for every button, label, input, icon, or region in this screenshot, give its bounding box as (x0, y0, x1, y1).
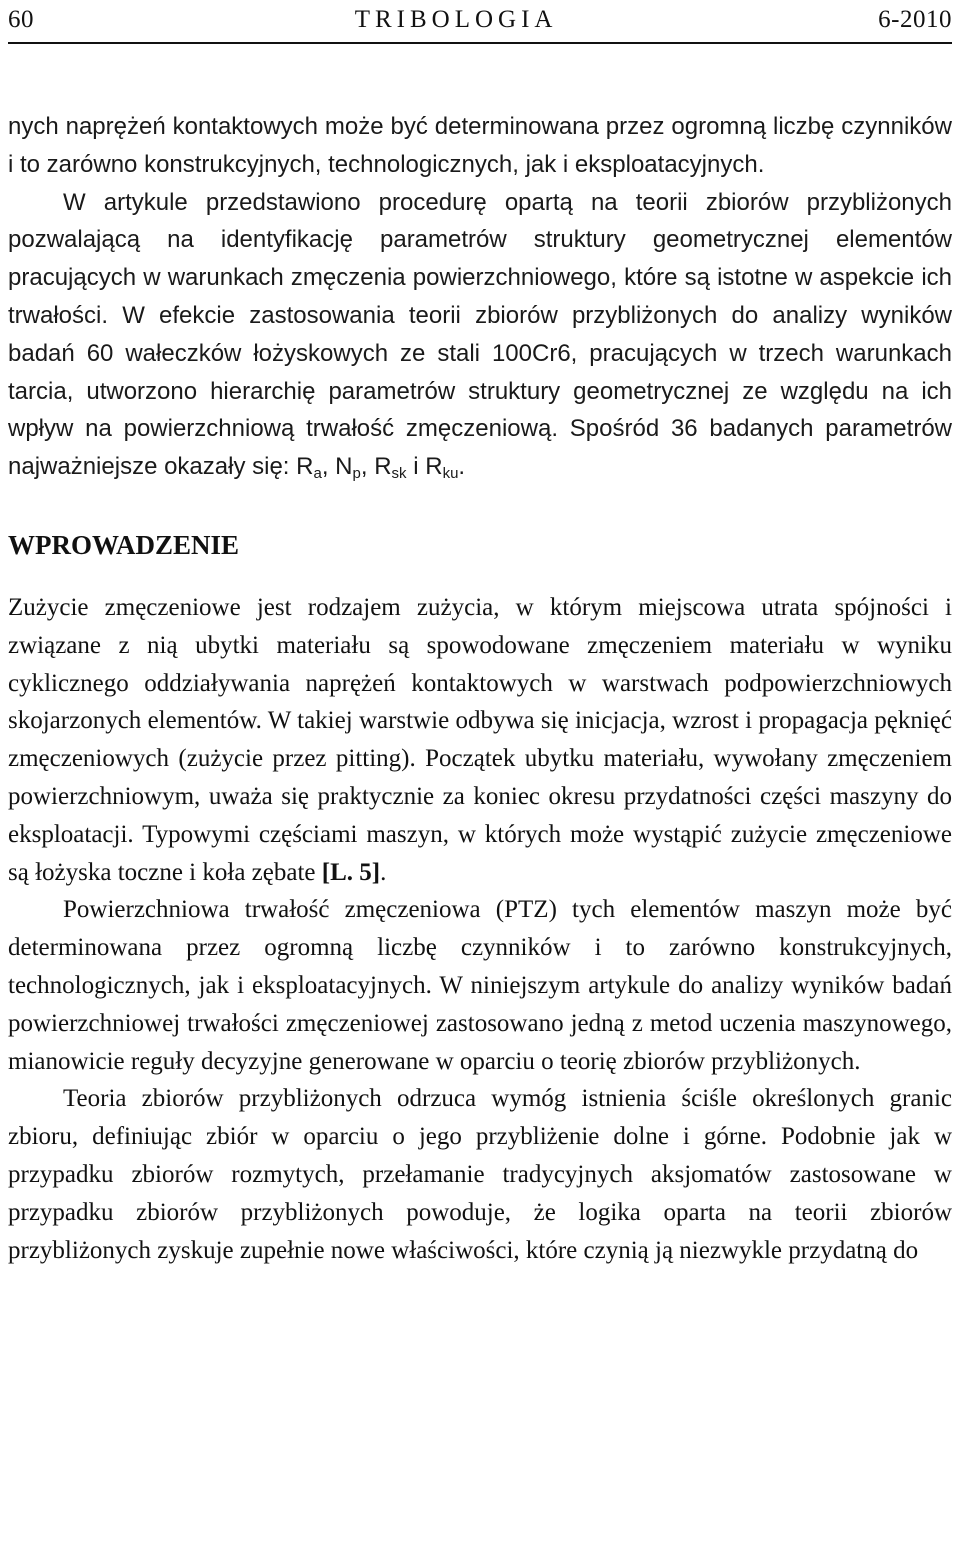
abstract-paragraph-2: W artykule przedstawiono procedurę opartą na teorii zbiorów przybliżonych pozwalającą na identyfikację parametrów struktury geometrycznej elementów pracujących w warunkach zmęczenia powierzchniowego, które są istotne w aspekcie ich trwałości. W efekcie zastosowania teorii zbiorów przybliżonych do analizy wyników badań 60 wałeczków łożyskowych ze stali 100Cr6, pracujących w trzech warunkach tarcia, utworzono hierarchię parametrów struktury geometrycznej ze względu na ich wpływ na powierzchniową trwałość zmęczeniową. Spośród 36 badanych parametrów najważniejsze okazały się: $R_a$, $N_p$, $R_{sk}$ i $R_{ku}$. (8, 188, 952, 483)
param-ra: $R_a$ (296, 453, 322, 483)
issue-number: 6-2010 (878, 6, 952, 33)
param-np: $N_p$ (335, 453, 361, 483)
body-paragraph-2: Powierzchniowa trwałość zmęczeniowa (PTZ) tych elementów maszyn może być determinowana przez ogromną liczbę czynników i to zarówno konstrukcyjnych, technologicznych, jak i eksploatacyjnych. W niniejszym artykule do analizy wyników badań powierzchniowej trwałości zmęczeniowej zastosowano jedną z metod uczenia maszynowego, mianowicie reguły decyzyjne generowane w oparciu o teorię zbiorów przybliżonych. (8, 896, 952, 1075)
reference-citation: [L. 5] (321, 858, 381, 886)
header-rule (8, 42, 952, 44)
abstract-paragraph-2-text: W artykule przedstawiono procedurę opartą na teorii zbiorów przybliżonych pozwalającą na identyfikację parametrów struktury geometrycznej elementów pracujących w warunkach zmęczenia powierzchniowego, które są istotne w aspekcie ich trwałości. W efekcie zastosowania teorii zbiorów przybliżonych do analizy wyników badań 60 wałeczków łożyskowych ze stali 100Cr6, pracujących w trzech warunkach tarcia, utworzono hierarchię parametrów struktury geometrycznej ze względu na ich wpływ na powierzchniową trwałość zmęczeniową. Spośród 36 badanych parametrów najważniejsze okazały się: (8, 188, 952, 481)
page-body (8, 108, 952, 1269)
running-header (8, 0, 952, 40)
page-number: 60 (8, 6, 34, 33)
body-paragraph-1-text: Zużycie zmęczeniowe jest rodzajem zużycia, w którym miejscowa utrata spójności i związane z nią ubytki materiału są spowodowane zmęczeniem materiału w wyniku cyklicznego oddziaływania naprężeń kontaktowych w warstwach podpowierzchniowych skojarzonych elementów. W takiej warstwie odbywa się inicjacja, wzrost i propagacja pęknięć zmęczeniowych (zużycie przez pitting). Początek ubytku materiału, wywołany zmęczeniem powierzchniowym, uważa się praktycznie za koniec okresu przydatności części maszyny do eksploatacji. Typowymi częściami maszyn, w których może wystąpić zużycie zmęczeniowe są łożyska toczne i koła zębate (8, 593, 952, 886)
param-rsk: $R_{sk}$ (374, 453, 407, 483)
abstract-paragraph-1: nych naprężeń kontaktowych może być determinowana przez ogromną liczbę czynników i to zarówno konstrukcyjnych, technologicznych, jak i eksploatacyjnych. (8, 113, 952, 178)
journal-title: TRIBOLOGIA (354, 6, 558, 33)
body-paragraph-1: Zużycie zmęczeniowe jest rodzajem zużycia, w którym miejscowa utrata spójności i związane z nią ubytki materiału są spowodowane zmęczeniem materiału w wyniku cyklicznego oddziaływania naprężeń kontaktowych w warstwach podpowierzchniowych skojarzonych elementów. W takiej warstwie odbywa się inicjacja, wzrost i propagacja pęknięć zmęczeniowych (zużycie przez pitting). Początek ubytku materiału, wywołany zmęczeniem powierzchniowym, uważa się praktycznie za koniec okresu przydatności części maszyny do eksploatacji. Typowymi częściami maszyn, w których może wystąpić zużycie zmęczeniowe są łożyska toczne i koła zębate [L. 5]. (8, 593, 952, 886)
body-paragraph-3: Teoria zbiorów przybliżonych odrzuca wymóg istnienia ściśle określonych granic zbioru, definiując zbiór w oparciu o jego przybliżenie dolne i górne. Podobnie jak w przypadku zbiorów rozmytych, przełamanie tradycyjnych aksjomatów zastosowane w przypadku zbiorów przybliżonych powoduje, że logika oparta na teorii zbiorów przybliżonych zyskuje zupełnie nowe właściwości, które czynią ją niezwykle przydatną do (8, 1085, 952, 1264)
section-heading: WPROWADZENIE (8, 529, 240, 560)
param-rku: $R_{ku}$ (425, 453, 459, 483)
